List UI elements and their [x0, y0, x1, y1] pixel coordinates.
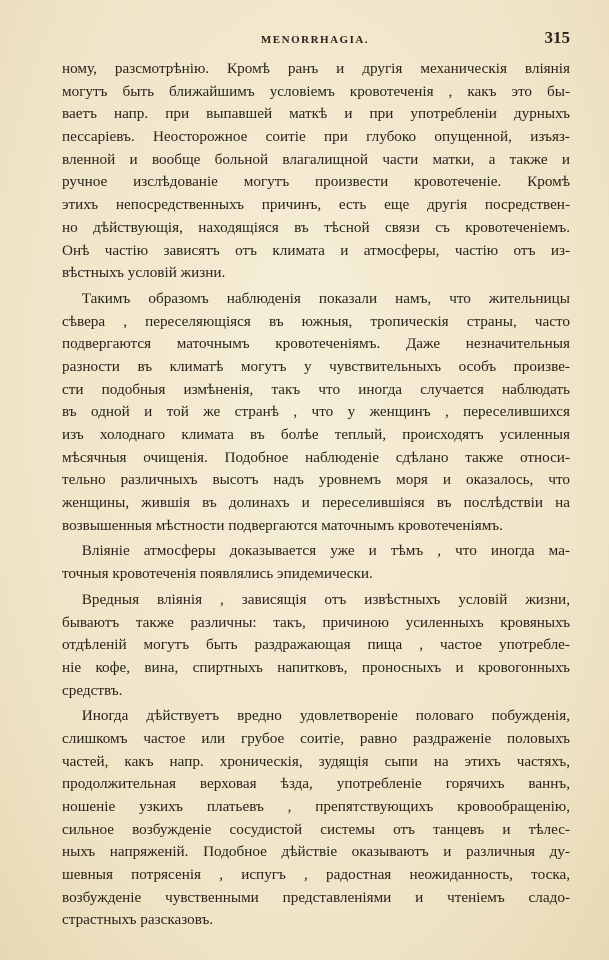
text-line: ваетъ напр. при выпавшей маткѣ и при употребленіи дурныхъ	[62, 105, 570, 123]
paragraph-3	[62, 540, 570, 585]
text-line: разности въ климатѣ могутъ у чувствительныхъ особъ произве-	[62, 357, 570, 375]
paragraph-1	[62, 58, 570, 285]
text-line: пессаріевъ. Неосторожное соитіе при глубоко опущенной, изъяз-	[62, 128, 570, 146]
text-line: сти подобныя измѣненія, такъ что иногда случается наблюдать	[62, 380, 570, 398]
text-line: страстныхъ разсказовъ.	[62, 911, 214, 929]
text-line: вѣстныхъ условій жизни.	[62, 264, 226, 282]
text-line: возвышенныя мѣстности подвергаются маточнымъ кровотеченіямъ.	[62, 516, 503, 534]
paragraph-2	[62, 288, 570, 538]
text-line: частей, какъ напр. хроническія, зудящія сыпи на этихъ частяхъ,	[62, 752, 570, 770]
text-line: сѣвера , переселяющіяся въ южныя, тропическія страны, часто	[62, 312, 570, 330]
text-line: но дѣйствующія, находящіяся въ тѣсной связи съ кровотеченіемъ.	[62, 218, 570, 236]
text-line: Онѣ частію зависятъ отъ климата и атмосферы, частію отъ из-	[62, 241, 570, 259]
text-line: въ одной и той же странѣ , что у женщинъ , переселившихся	[62, 403, 570, 421]
text-line: сильное возбужденіе сосудистой системы отъ танцевъ и тѣлес-	[62, 820, 570, 838]
text-line: ручное изслѣдованіе могутъ произвести кровотеченіе. Кромѣ	[62, 173, 570, 191]
body-text	[62, 58, 570, 932]
text-line: Такимъ образомъ наблюденія показали намъ, что жительницы	[81, 289, 570, 307]
paragraph-4	[62, 589, 570, 702]
text-line: шевныя потрясенія , испугъ , радостная неожиданность, тоска,	[62, 866, 570, 884]
text-line: возбужденіе чувственными представленіями и чтеніемъ сладо-	[62, 888, 570, 906]
text-line: могутъ быть ближайшимъ условіемъ кровотеченія , какъ это бы-	[62, 82, 570, 100]
text-line: Вредныя вліянія , зависящія отъ извѣстныхъ условій жизни,	[81, 590, 570, 608]
text-line: отдѣленій могутъ быть раздражающая пища , частое употребле-	[62, 636, 570, 654]
running-head: MENORRHAGIA.	[260, 34, 370, 46]
text-line: бываютъ также различны: такъ, причиною усиленныхъ кровяныхъ	[62, 613, 570, 631]
text-line: изъ холоднаго климата въ болѣе теплый, происходятъ усиленныя	[62, 426, 570, 443]
text-line: Вліяніе атмосферы доказывается уже и тѣмъ , что иногда ма-	[81, 542, 570, 560]
text-line: ному, разсмотрѣнію. Кромѣ ранъ и другія механическія вліянія	[62, 60, 570, 77]
text-line: Иногда дѣйствуетъ вредно удовлетвореніе половаго побужденія,	[81, 707, 570, 725]
page-number: 315	[544, 28, 570, 47]
text-line: продолжительная верховая ѣзда, употребленіе горячихъ ваннъ,	[62, 775, 570, 793]
text-line: средствъ.	[62, 681, 123, 699]
text-line: вленной и вообще больной влагалищной части матки, а также и	[62, 150, 570, 168]
text-line: мѣсячныя очищенія. Подобное наблюденіе сдѣлано также относи-	[62, 448, 570, 466]
text-line: ніе кофе, вина, спиртныхъ напитковъ, проносныхъ и кровогонныхъ	[62, 658, 570, 676]
text-line: этихъ непосредственныхъ причинъ, есть еще другія посредствен-	[62, 196, 570, 214]
text-line: ныхъ напряженій. Подобное дѣйствіе оказываютъ и различныя ду-	[62, 843, 570, 861]
text-line: ношеніе узкихъ платьевъ , препятствующихъ кровообращенію,	[62, 798, 570, 815]
paragraph-5	[62, 705, 570, 932]
text-line: женщины, жившія въ долинахъ и переселившіяся въ послѣдствіи на	[62, 494, 570, 512]
page-header	[60, 30, 570, 50]
text-line: подвергаются маточнымъ кровотеченіямъ. Даже незначительныя	[62, 335, 570, 353]
text-line: слишкомъ частое или грубое соитіе, равно раздраженіе половыхъ	[62, 729, 570, 747]
text-line: тельно различныхъ высотъ надъ уровнемъ моря и оказалось, что	[62, 471, 570, 489]
text-line: точныя кровотеченія появлялись эпидемически.	[62, 565, 373, 583]
